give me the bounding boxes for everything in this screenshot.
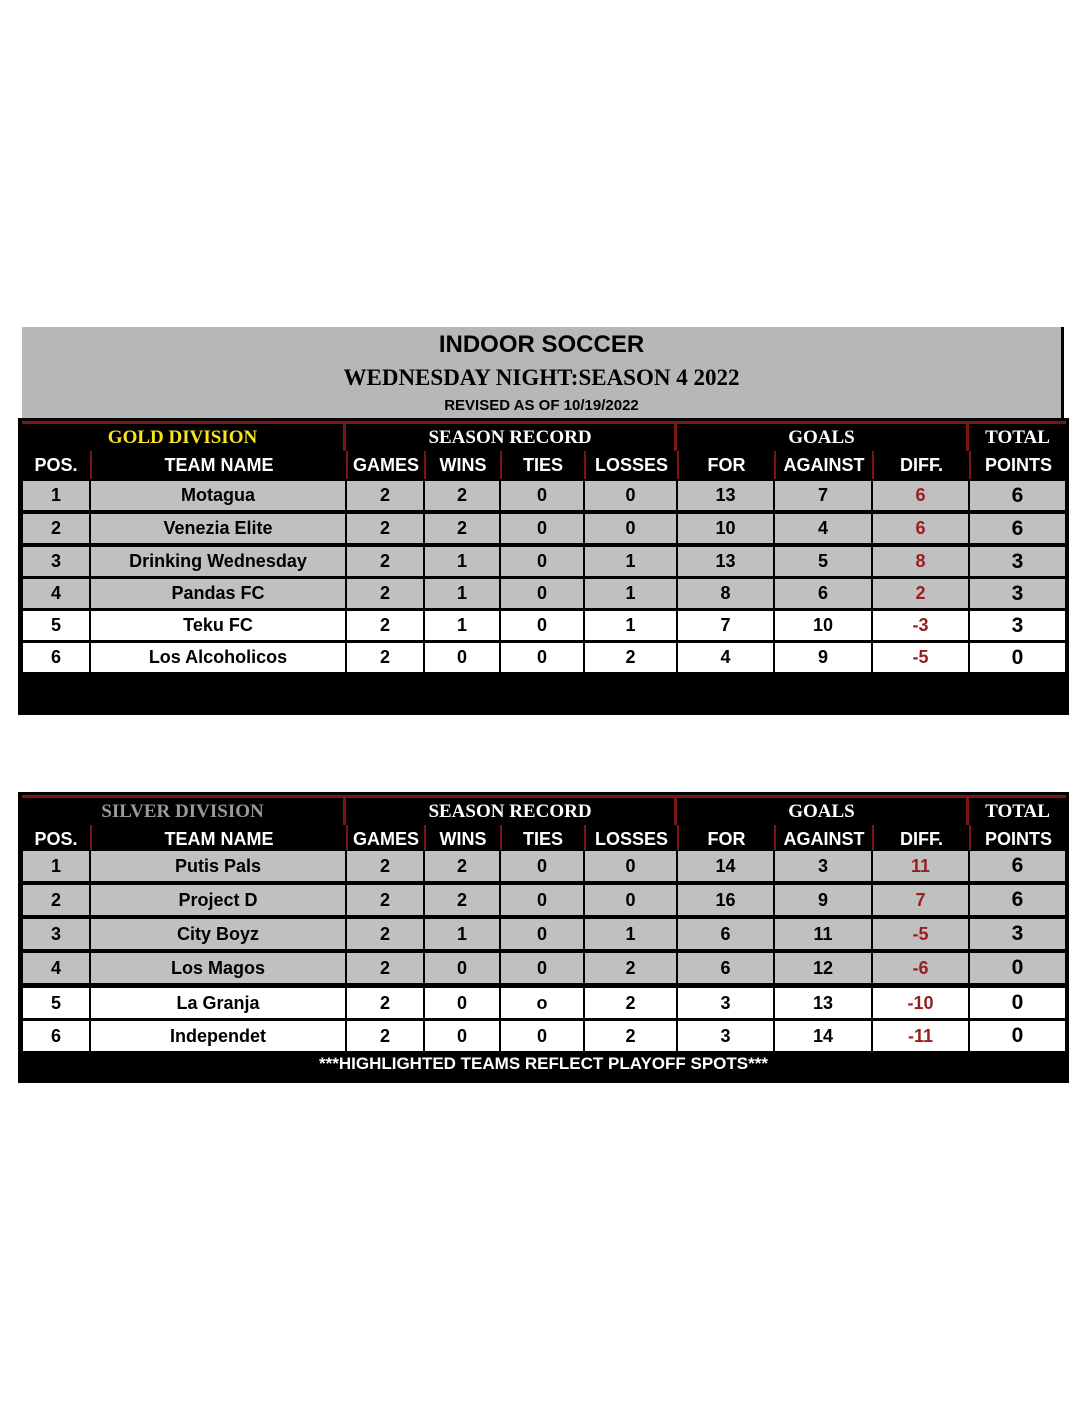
cell-games: 2 [346,850,424,882]
cell-pos: 1 [22,480,90,511]
cell-pos: 5 [22,987,90,1019]
cell-points: 6 [969,513,1066,544]
table-row [18,987,1069,1019]
cell-diff: -3 [872,610,969,641]
group-header-record: SEASON RECORD [346,421,677,451]
column-header-points: POINTS [969,825,1066,853]
table-row [18,952,1069,984]
cell-pos: 4 [22,578,90,609]
cell-team: Pandas FC [90,578,346,609]
cell-team: Motagua [90,480,346,511]
cell-against: 12 [774,952,872,984]
table-row [18,1020,1069,1052]
cell-losses: 1 [584,578,677,609]
cell-ties: 0 [500,850,584,882]
revision-date: REVISED AS OF 10/19/2022 [444,397,639,414]
cell-diff: 11 [872,850,969,882]
cell-pos: 2 [22,513,90,544]
cell-against: 3 [774,850,872,882]
cell-for: 10 [677,513,774,544]
title-banner [22,327,1064,418]
cell-against: 14 [774,1020,872,1052]
cell-for: 6 [677,952,774,984]
cell-wins: 0 [424,642,500,673]
cell-pos: 5 [22,610,90,641]
cell-losses: 2 [584,642,677,673]
cell-diff: 8 [872,546,969,577]
cell-points: 0 [969,952,1066,984]
column-header-points: POINTS [969,451,1066,479]
page-subtitle: WEDNESDAY NIGHT:SEASON 4 2022 [343,365,740,390]
cell-ties: 0 [500,513,584,544]
cell-pos: 1 [22,850,90,882]
cell-against: 9 [774,642,872,673]
cell-team: Independet [90,1020,346,1052]
table-row [18,578,1069,609]
cell-for: 4 [677,642,774,673]
cell-ties: 0 [500,918,584,950]
cell-team: City Boyz [90,918,346,950]
column-header-wins: WINS [424,825,500,853]
table-row [18,850,1069,882]
cell-team: Los Alcoholicos [90,642,346,673]
cell-games: 2 [346,642,424,673]
column-header-team: TEAM NAME [90,825,346,853]
cell-team: Teku FC [90,610,346,641]
cell-for: 16 [677,884,774,916]
column-header-against: AGAINST [774,451,872,479]
cell-against: 6 [774,578,872,609]
cell-games: 2 [346,480,424,511]
cell-diff: -6 [872,952,969,984]
cell-losses: 2 [584,952,677,984]
column-header-diff: DIFF. [872,451,969,479]
cell-games: 2 [346,952,424,984]
cell-team: La Granja [90,987,346,1019]
table-row [18,480,1069,511]
column-header-pos: POS. [22,451,90,479]
cell-against: 5 [774,546,872,577]
cell-games: 2 [346,610,424,641]
cell-ties: 0 [500,642,584,673]
cell-losses: 0 [584,480,677,511]
cell-losses: 0 [584,850,677,882]
cell-against: 10 [774,610,872,641]
column-header-row [18,451,1069,479]
cell-ties: 0 [500,884,584,916]
column-header-diff: DIFF. [872,825,969,853]
cell-against: 7 [774,480,872,511]
cell-team: Drinking Wednesday [90,546,346,577]
cell-for: 7 [677,610,774,641]
cell-diff: 6 [872,480,969,511]
cell-for: 3 [677,987,774,1019]
cell-points: 6 [969,850,1066,882]
table-row [18,642,1069,673]
cell-losses: 1 [584,546,677,577]
cell-points: 3 [969,610,1066,641]
cell-diff: -5 [872,642,969,673]
cell-wins: 2 [424,480,500,511]
cell-team: Los Magos [90,952,346,984]
cell-for: 3 [677,1020,774,1052]
table-row [18,884,1069,916]
group-header-total: TOTAL [969,795,1066,825]
table-row [18,918,1069,950]
column-header-row [18,825,1069,853]
group-header-total: TOTAL [969,421,1066,451]
cell-ties: 0 [500,546,584,577]
group-header-row [18,421,1069,451]
cell-losses: 0 [584,884,677,916]
column-header-losses: LOSSES [584,451,677,479]
cell-for: 13 [677,480,774,511]
cell-against: 13 [774,987,872,1019]
cell-diff: 6 [872,513,969,544]
cell-losses: 1 [584,918,677,950]
cell-against: 11 [774,918,872,950]
table-row [18,610,1069,641]
cell-team: Putis Pals [90,850,346,882]
cell-wins: 1 [424,918,500,950]
cell-losses: 2 [584,1020,677,1052]
cell-ties: o [500,987,584,1019]
cell-games: 2 [346,918,424,950]
cell-for: 6 [677,918,774,950]
cell-points: 3 [969,578,1066,609]
cell-points: 0 [969,642,1066,673]
cell-for: 13 [677,546,774,577]
cell-for: 8 [677,578,774,609]
column-header-for: FOR [677,451,774,479]
column-header-pos: POS. [22,825,90,853]
cell-points: 0 [969,1020,1066,1052]
division-title: GOLD DIVISION [22,421,346,451]
cell-losses: 2 [584,987,677,1019]
silver-division-table [18,792,1069,1083]
cell-pos: 6 [22,1020,90,1052]
cell-wins: 2 [424,850,500,882]
cell-wins: 0 [424,1020,500,1052]
cell-ties: 0 [500,610,584,641]
cell-team: Project D [90,884,346,916]
cell-for: 14 [677,850,774,882]
cell-points: 0 [969,987,1066,1019]
cell-games: 2 [346,546,424,577]
group-header-record: SEASON RECORD [346,795,677,825]
cell-points: 3 [969,918,1066,950]
cell-wins: 0 [424,987,500,1019]
column-header-wins: WINS [424,451,500,479]
cell-diff: 7 [872,884,969,916]
division-title: SILVER DIVISION [22,795,346,825]
group-header-goals: GOALS [677,795,969,825]
column-header-ties: TIES [500,825,584,853]
cell-points: 6 [969,480,1066,511]
cell-pos: 3 [22,918,90,950]
cell-pos: 3 [22,546,90,577]
cell-games: 2 [346,578,424,609]
column-header-ties: TIES [500,451,584,479]
cell-losses: 0 [584,513,677,544]
cell-against: 4 [774,513,872,544]
cell-games: 2 [346,987,424,1019]
column-header-games: GAMES [346,451,424,479]
gold-division-table [18,418,1069,715]
cell-ties: 0 [500,1020,584,1052]
cell-points: 6 [969,884,1066,916]
column-header-games: GAMES [346,825,424,853]
column-header-for: FOR [677,825,774,853]
column-header-losses: LOSSES [584,825,677,853]
cell-diff: -10 [872,987,969,1019]
cell-games: 2 [346,884,424,916]
page-title: INDOOR SOCCER [438,331,645,358]
cell-ties: 0 [500,578,584,609]
cell-games: 2 [346,1020,424,1052]
table-row [18,546,1069,577]
cell-ties: 0 [500,480,584,511]
cell-points: 3 [969,546,1066,577]
group-header-row [18,795,1069,825]
cell-wins: 2 [424,513,500,544]
column-header-team: TEAM NAME [90,451,346,479]
cell-against: 9 [774,884,872,916]
footer-note: ***HIGHLIGHTED TEAMS REFLECT PLAYOFF SPOTS*** [319,1054,768,1073]
cell-wins: 1 [424,610,500,641]
cell-wins: 1 [424,546,500,577]
table-row [18,513,1069,544]
cell-diff: -11 [872,1020,969,1052]
cell-pos: 4 [22,952,90,984]
cell-diff: 2 [872,578,969,609]
cell-wins: 2 [424,884,500,916]
group-header-goals: GOALS [677,421,969,451]
cell-wins: 1 [424,578,500,609]
cell-ties: 0 [500,952,584,984]
cell-losses: 1 [584,610,677,641]
cell-diff: -5 [872,918,969,950]
cell-pos: 6 [22,642,90,673]
cell-team: Venezia Elite [90,513,346,544]
cell-pos: 2 [22,884,90,916]
cell-games: 2 [346,513,424,544]
column-header-against: AGAINST [774,825,872,853]
cell-wins: 0 [424,952,500,984]
